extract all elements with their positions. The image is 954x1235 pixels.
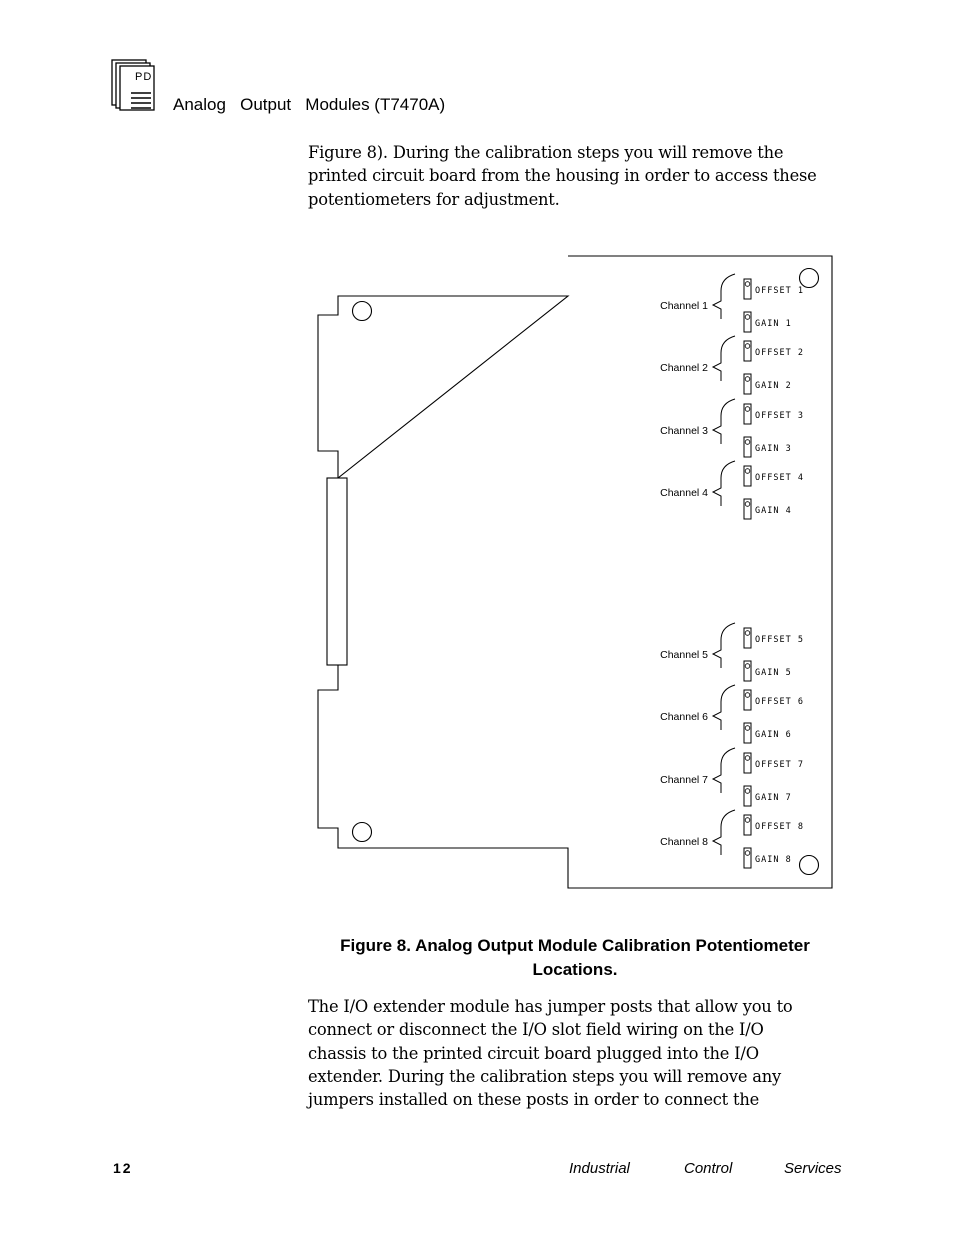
page-header-title: Analog Output Modules (T7470A) [173,95,446,114]
paragraph-line: connect or disconnect the I/O slot field wiring on the I/O [308,1020,764,1040]
channel-label: Channel 2 [660,362,708,374]
channel-label: Channel 7 [660,774,708,786]
channel-brace [713,623,735,668]
offset-pot-label: OFFSET 5 [755,635,804,645]
footer-word: Industrial [569,1160,630,1177]
page-number: 12 [113,1160,133,1176]
channel-brace [713,685,735,730]
offset-pot-label: OFFSET 6 [755,697,804,707]
gain-pot-label: GAIN 7 [755,793,792,803]
gain-pot-label: GAIN 2 [755,381,792,391]
mounting-hole [800,269,819,288]
offset-pot-label: OFFSET 7 [755,760,804,770]
mounting-hole [800,856,819,875]
mounting-hole [353,302,372,321]
footer-word: Services [784,1160,842,1177]
channel-label: Channel 5 [660,649,708,661]
channel-brace [713,748,735,793]
paragraph-line: printed circuit board from the housing in order to access these [308,166,817,186]
mounting-hole [353,823,372,842]
gain-pot-label: GAIN 4 [755,506,792,516]
gain-pot-label: GAIN 5 [755,668,792,678]
edge-connector [327,478,347,665]
figure-caption [308,934,842,982]
gain-pot-label: GAIN 3 [755,444,792,454]
offset-pot-label: OFFSET 8 [755,822,804,832]
offset-pot-label: OFFSET 3 [755,411,804,421]
caption-line: Locations. [532,960,618,979]
paragraph-line: potentiometers for adjustment. [308,189,560,209]
gain-pot-label: GAIN 8 [755,855,792,865]
logo-text: PD [135,71,153,83]
channel-label: Channel 3 [660,425,708,437]
paragraph-line: Figure 8). During the calibration steps you will remove the [308,143,784,162]
footer-word: Control [684,1160,733,1177]
channel-label: Channel 6 [660,711,708,723]
offset-pot-label: OFFSET 1 [755,286,804,296]
paragraph-line: extender. During the calibration steps you will remove any [308,1066,782,1086]
offset-pot-label: OFFSET 4 [755,473,804,483]
channel-brace [713,810,735,855]
channel-brace [713,399,735,444]
gain-pot-label: GAIN 1 [755,319,792,329]
channel-brace [713,274,735,319]
caption-line: Figure 8. Analog Output Module Calibration Potentiometer [340,936,810,955]
gain-pot-label: GAIN 6 [755,730,792,740]
channel-label: Channel 1 [660,300,708,312]
channel-brace [713,461,735,506]
channel-label: Channel 4 [660,487,708,499]
paragraph-line: jumpers installed on these posts in order to connect the [308,1090,760,1110]
offset-pot-label: OFFSET 2 [755,348,804,358]
paragraph-line: chassis to the printed circuit board plugged into the I/O [308,1043,759,1063]
extender-paragraph [308,995,868,1111]
paragraph-line: The I/O extender module has jumper posts that allow you to [308,997,793,1016]
channel-label: Channel 8 [660,836,708,848]
channel-brace [713,336,735,381]
